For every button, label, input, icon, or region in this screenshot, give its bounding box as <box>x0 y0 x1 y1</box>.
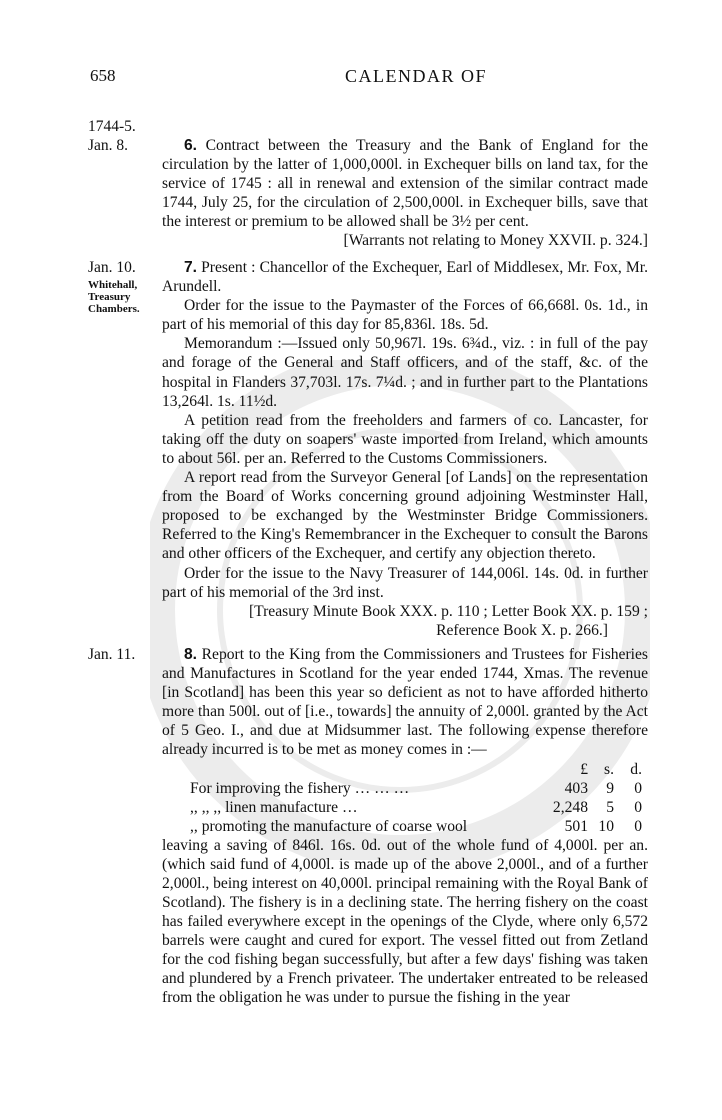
expense-shillings: 5 <box>606 798 614 816</box>
entry-6-margin <box>88 117 160 155</box>
expense-pounds: 2,248 <box>552 798 588 816</box>
entry-8-date: Jan. 11. <box>88 646 136 663</box>
expense-pence: 0 <box>634 798 642 816</box>
entry-7-margin <box>88 258 160 315</box>
entry-6-reference: [Warrants not relating to Money XXVII. p. 324.] <box>343 232 648 250</box>
expense-label: ,, promoting the manufacture of coarse wool <box>190 817 468 835</box>
entry-6-year: 1744-5. <box>88 118 136 135</box>
page-number: 658 <box>90 66 116 85</box>
entry-6-date: Jan. 8. <box>88 137 129 154</box>
entry-8-continuation: leaving a saving of 846l. 16s. 0d. out of the whole fund of 4,000l. per an. (which said fund of 4,000l. is made up of the above 2,000l., and of a further 2,000l., being interest on 40,000l. principal remaining with the Royal Bank of Scotland). The fishery is in a declining state. The herring fishery on the coast has failed everywhere except in the openings of the Clyde, where only 6,572 barrels were caught and cured for export. The vessel fitted out from Zetland for the cod fishing began successfully, but after a few days' fishing was taken and plundered by a French privateer. The undertaker entreated to be released from the obligation he was under to pursue the fishing in the year <box>162 836 648 1007</box>
expense-row <box>162 779 648 798</box>
expense-shillings: 9 <box>606 779 614 797</box>
entry-7-memorandum: Memorandum :—Issued only 50,967l. 19s. 6¾d., viz. : in full of the pay and forage of the General and Staff officers, and of the staff, &c. of the hospital in Flanders 37,703l. 17s. 7¼d. ; and in further part to the Plantations 13,264l. 1s. 11½d. <box>162 335 648 410</box>
expense-label: For improving the fishery … … … <box>190 779 410 797</box>
page-header <box>0 66 722 90</box>
entry-7-para-5: Order for the issue to the Navy Treasurer of 144,006l. 14s. 0d. in further part of his memorial of the 3rd inst. <box>162 564 648 601</box>
entry-8-number: 8. <box>184 646 198 663</box>
entry-6-text: Contract between the Treasury and the Bank of England for the circulation by the latter of 1,000,000l. in Exchequer bills on land tax, for the service of 1745 : all in renewal and extension of the similar contract made 1744, July 25, for the circulation of 2,500,000l. in Exchequer bills, save that the interest or premium to be allowed shall be 3½ per cent. <box>162 137 648 231</box>
entry-8-intro: Report to the King from the Commissioners and Trustees for Fisheries and Manufactures in Scotland for the year ended 1744, Xmas. The revenue [in Scotland] has been this year so deficient as not to have afforded hitherto more than 500l. out of [i.e., towards] the annuity of 2,000l. granted by the Act of 5 Geo. I., and due at Midsummer last. The following expense therefore already incurred is to be met as money comes in :— <box>162 646 648 759</box>
entry-7-number: 7. <box>184 259 198 276</box>
shillings-column-header: s. <box>604 760 614 778</box>
expense-label: ,, ,, ,, linen manufacture … <box>190 798 358 816</box>
expense-shillings: 10 <box>598 817 614 835</box>
entry-8-margin <box>88 645 160 664</box>
entry-7-reference-1: [Treasury Minute Book XXX. p. 110 ; Letter Book XX. p. 159 ; <box>248 602 648 620</box>
expense-table-header <box>162 760 648 779</box>
pence-column-header: d. <box>630 760 642 778</box>
running-head: CALENDAR OF <box>345 66 488 86</box>
expense-row <box>162 817 648 836</box>
entry-7-reference-2: Reference Book X. p. 266.] <box>436 621 608 639</box>
entry-6-number: 6. <box>184 137 198 154</box>
expense-pounds: 501 <box>564 817 588 835</box>
expense-row <box>162 798 648 817</box>
entry-7-place: Whitehall, Treasury Chambers. <box>88 279 140 315</box>
entry-8 <box>162 645 648 1007</box>
entry-7-present: Present : Chancellor of the Exchequer, Earl of Middlesex, Mr. Fox, Mr. Arundell. <box>162 259 648 296</box>
expense-pounds: 403 <box>564 779 588 797</box>
entry-7-para-3: A petition read from the freeholders and farmers of co. Lancaster, for taking off the duty on soapers' waste imported from Ireland, which amounts to about 56l. per an. Referred to the Customs Commissioners. <box>162 411 648 467</box>
expense-pence: 0 <box>634 817 642 835</box>
entry-7-para-1: Order for the issue to the Paymaster of the Forces of 66,668l. 0s. 1d., in part of his memorial of this day for 85,836l. 18s. 5d. <box>162 297 648 334</box>
entry-7-para-4: A report read from the Surveyor General [of Lands] on the representation from the Board of Works concerning ground adjoining Westminster Hall, proposed to be exchanged by the Westminster Bridge Commissioners. Referred to the King's Remembrancer in the Exchequer to consult the Barons and other officers of the Exchequer, and certify any objection thereto. <box>162 469 648 563</box>
expense-pence: 0 <box>634 779 642 797</box>
entry-6 <box>162 136 648 251</box>
entry-7-date: Jan. 10. <box>88 259 136 276</box>
entry-7 <box>162 258 648 640</box>
pounds-column-header: £ <box>580 760 588 778</box>
